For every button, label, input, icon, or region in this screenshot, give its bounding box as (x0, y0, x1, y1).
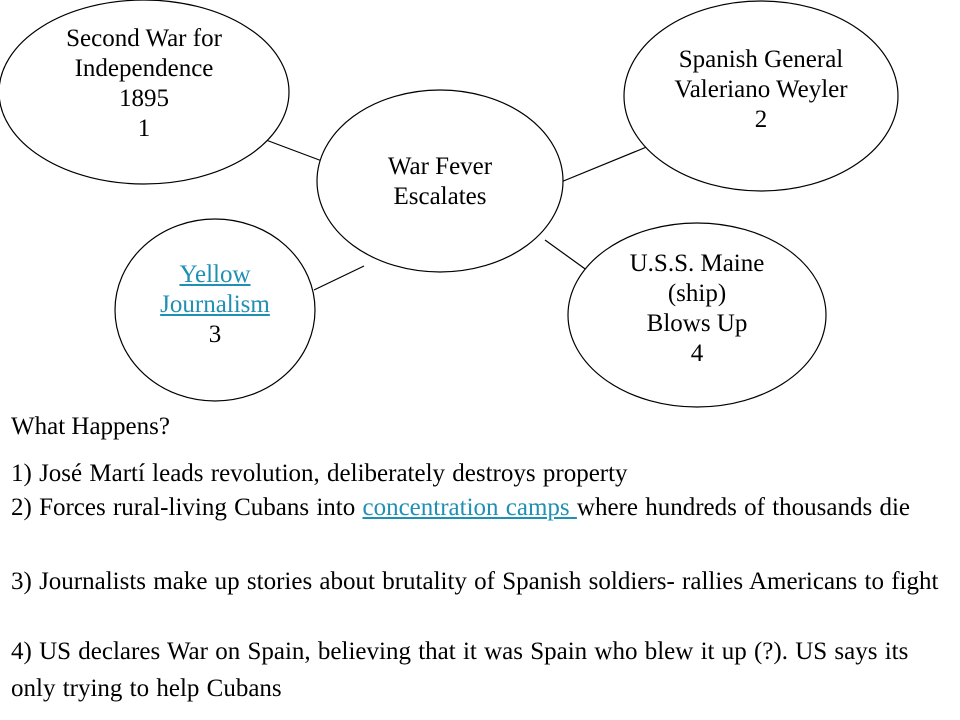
center-line-2: Escalates (393, 183, 487, 210)
node-4-number: 4 (690, 340, 704, 367)
concentration-camps-link[interactable]: concentration camps (362, 494, 577, 521)
node-4-line-3: Blows Up (646, 310, 748, 337)
answer-1: 1) José Martí leads revolution, deliberately destroys property (11, 460, 628, 487)
node-2-number: 2 (754, 106, 768, 133)
node-2-label (641, 45, 881, 135)
node-3-label (125, 260, 305, 350)
node-1-line-2: Independence (74, 55, 214, 82)
node-4-line-1: U.S.S. Maine (629, 250, 765, 277)
answer-3: 3) Journalists make up stories about brutality of Spanish soldiers- rallies Americans to fight (11, 568, 939, 595)
answer-2-after: where hundreds of thousands die (576, 494, 910, 521)
yellow-journalism-link-line-2[interactable]: Journalism (160, 291, 270, 318)
answer-4: 4) US declares War on Spain, believing that it was Spain who blew it up (?). US says its only trying to help Cubans (11, 638, 909, 702)
node-1-number: 1 (137, 115, 151, 142)
node-2-line-1: Spanish General (678, 46, 844, 73)
node-1-line-1: Second War for (66, 25, 222, 52)
questions-heading: What Happens? (11, 413, 170, 440)
center-line-1: War Fever (387, 153, 493, 180)
yellow-journalism-link-line-1[interactable]: Yellow (179, 261, 251, 288)
node-2-line-2: Valeriano Weyler (674, 76, 848, 103)
node-4-label (582, 249, 812, 369)
connector-line-2 (561, 146, 649, 182)
node-4-line-2: (ship) (667, 280, 727, 307)
node-1-label (24, 24, 264, 144)
center-label (340, 152, 540, 212)
connector-line-1 (266, 140, 322, 161)
answer-2-before: 2) Forces rural-living Cubans into (11, 494, 363, 521)
answer-2 (11, 489, 946, 526)
node-1-line-3: 1895 (119, 85, 169, 112)
node-3-number: 3 (208, 321, 222, 348)
connector-line-3 (314, 266, 364, 290)
